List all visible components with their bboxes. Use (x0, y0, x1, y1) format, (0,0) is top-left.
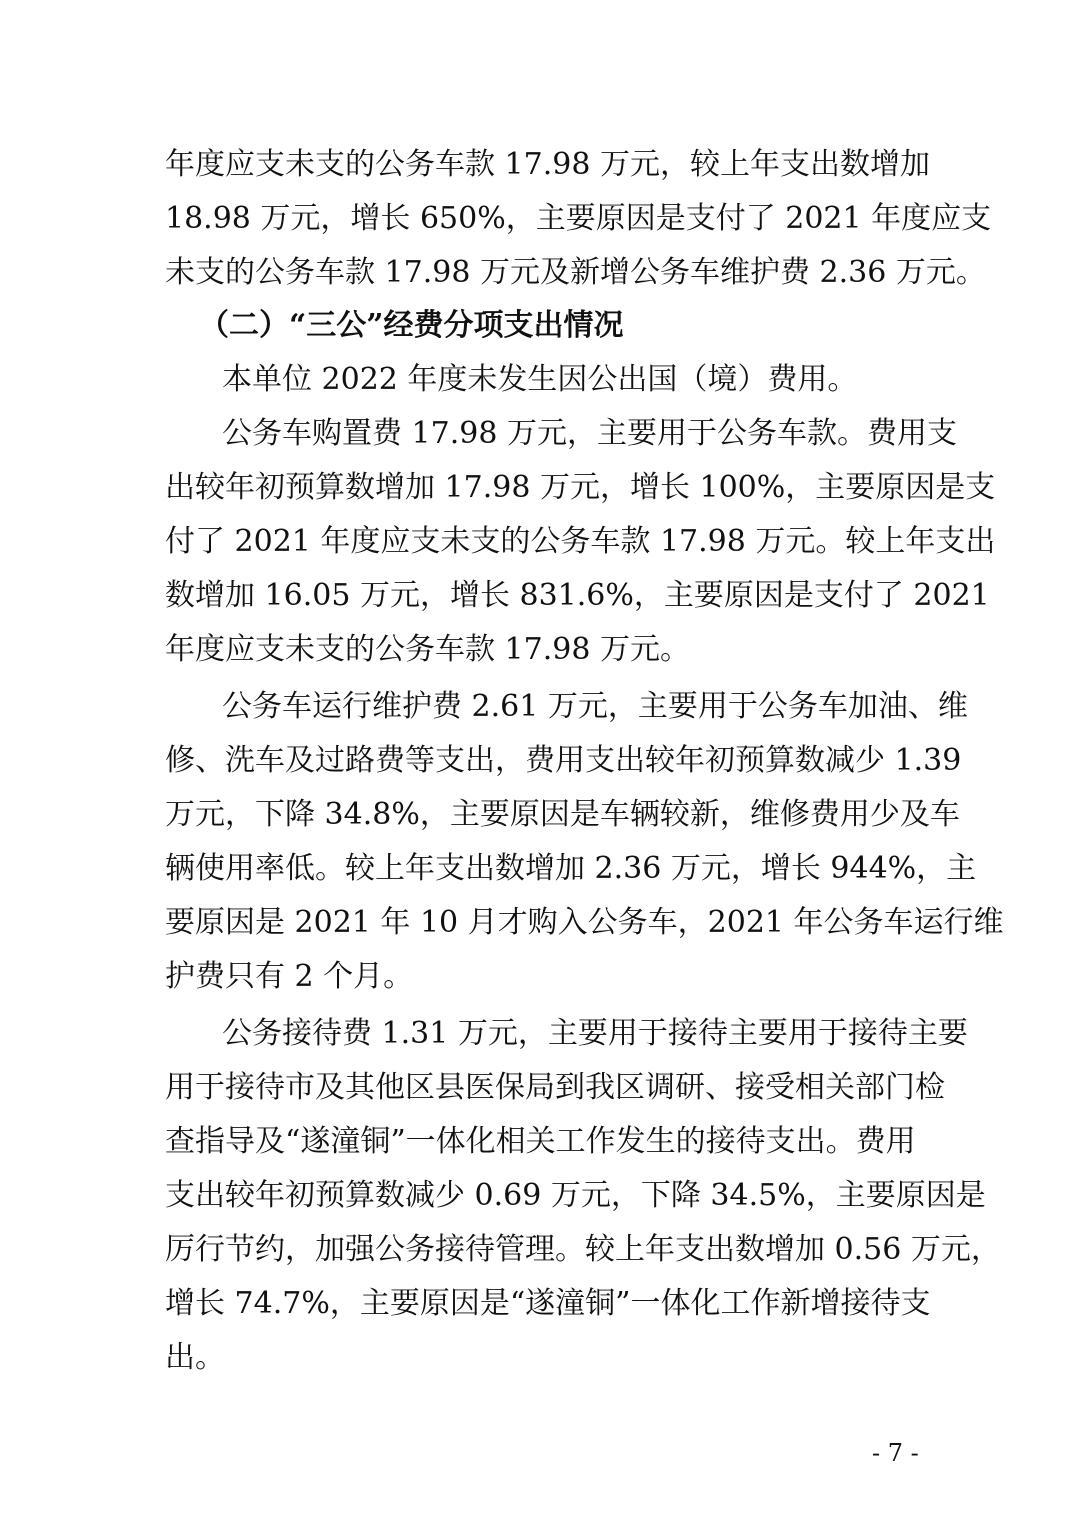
paragraph-1-line-2: 18.98 万元，增长 650%，主要原因是支付了 2021 年度应支 (165, 201, 992, 236)
paragraph-6-line-5: 厉行节约，加强公务接待管理。较上年支出数增加 0.56 万元， (165, 1232, 1001, 1267)
paragraph-1-line-1: 年度应支未支的公务车款 17.98 万元，较上年支出数增加 (165, 147, 930, 182)
section-heading: （二）“三公”经费分项支出情况 (199, 308, 624, 343)
paragraph-6-line-3: 查指导及“遂潼铜”一体化相关工作发生的接待支出。费用 (165, 1124, 916, 1159)
page-number: - 7 - (872, 1439, 919, 1467)
paragraph-5-line-4: 辆使用率低。较上年支出数增加 2.36 万元，增长 944%，主 (165, 851, 977, 886)
paragraph-5-line-5: 要原因是 2021 年 10 月才购入公务车，2021 年公务车运行维 (165, 905, 1004, 940)
paragraph-6-line-1: 公务接待费 1.31 万元，主要用于接待主要用于接待主要 (222, 1016, 968, 1051)
paragraph-5-line-2: 修、洗车及过路费等支出，费用支出较年初预算数减少 1.39 (165, 743, 962, 778)
paragraph-1-line-3: 未支的公务车款 17.98 万元及新增公务车维护费 2.36 万元。 (165, 255, 986, 290)
paragraph-4-line-5: 年度应支未支的公务车款 17.98 万元。 (165, 632, 690, 667)
paragraph-4-line-2: 出较年初预算数增加 17.98 万元，增长 100%，主要原因是支 (165, 470, 996, 505)
paragraph-6-line-4: 支出较年初预算数减少 0.69 万元，下降 34.5%，主要原因是 (165, 1178, 986, 1213)
paragraph-6-line-2: 用于接待市及其他区县医保局到我区调研、接受相关部门检 (165, 1070, 945, 1105)
paragraph-5-line-1: 公务车运行维护费 2.61 万元，主要用于公务车加油、维 (222, 689, 968, 724)
paragraph-6-line-6: 增长 74.7%，主要原因是“遂潼铜”一体化工作新增接待支 (165, 1286, 931, 1321)
paragraph-4-line-1: 公务车购置费 17.98 万元，主要用于公务车款。费用支 (222, 416, 957, 451)
paragraph-5-line-3: 万元，下降 34.8%，主要原因是车辆较新，维修费用少及车 (165, 797, 960, 832)
paragraph-5-line-6: 护费只有 2 个月。 (165, 959, 414, 994)
paragraph-4-line-4: 数增加 16.05 万元，增长 831.6%，主要原因是支付了 2021 (165, 578, 990, 613)
paragraph-3-line-1: 本单位 2022 年度未发生因公出国（境）费用。 (222, 362, 858, 397)
paragraph-6-line-7: 出。 (165, 1340, 225, 1375)
paragraph-4-line-3: 付了 2021 年度应支未支的公务车款 17.98 万元。较上年支出 (165, 524, 996, 559)
